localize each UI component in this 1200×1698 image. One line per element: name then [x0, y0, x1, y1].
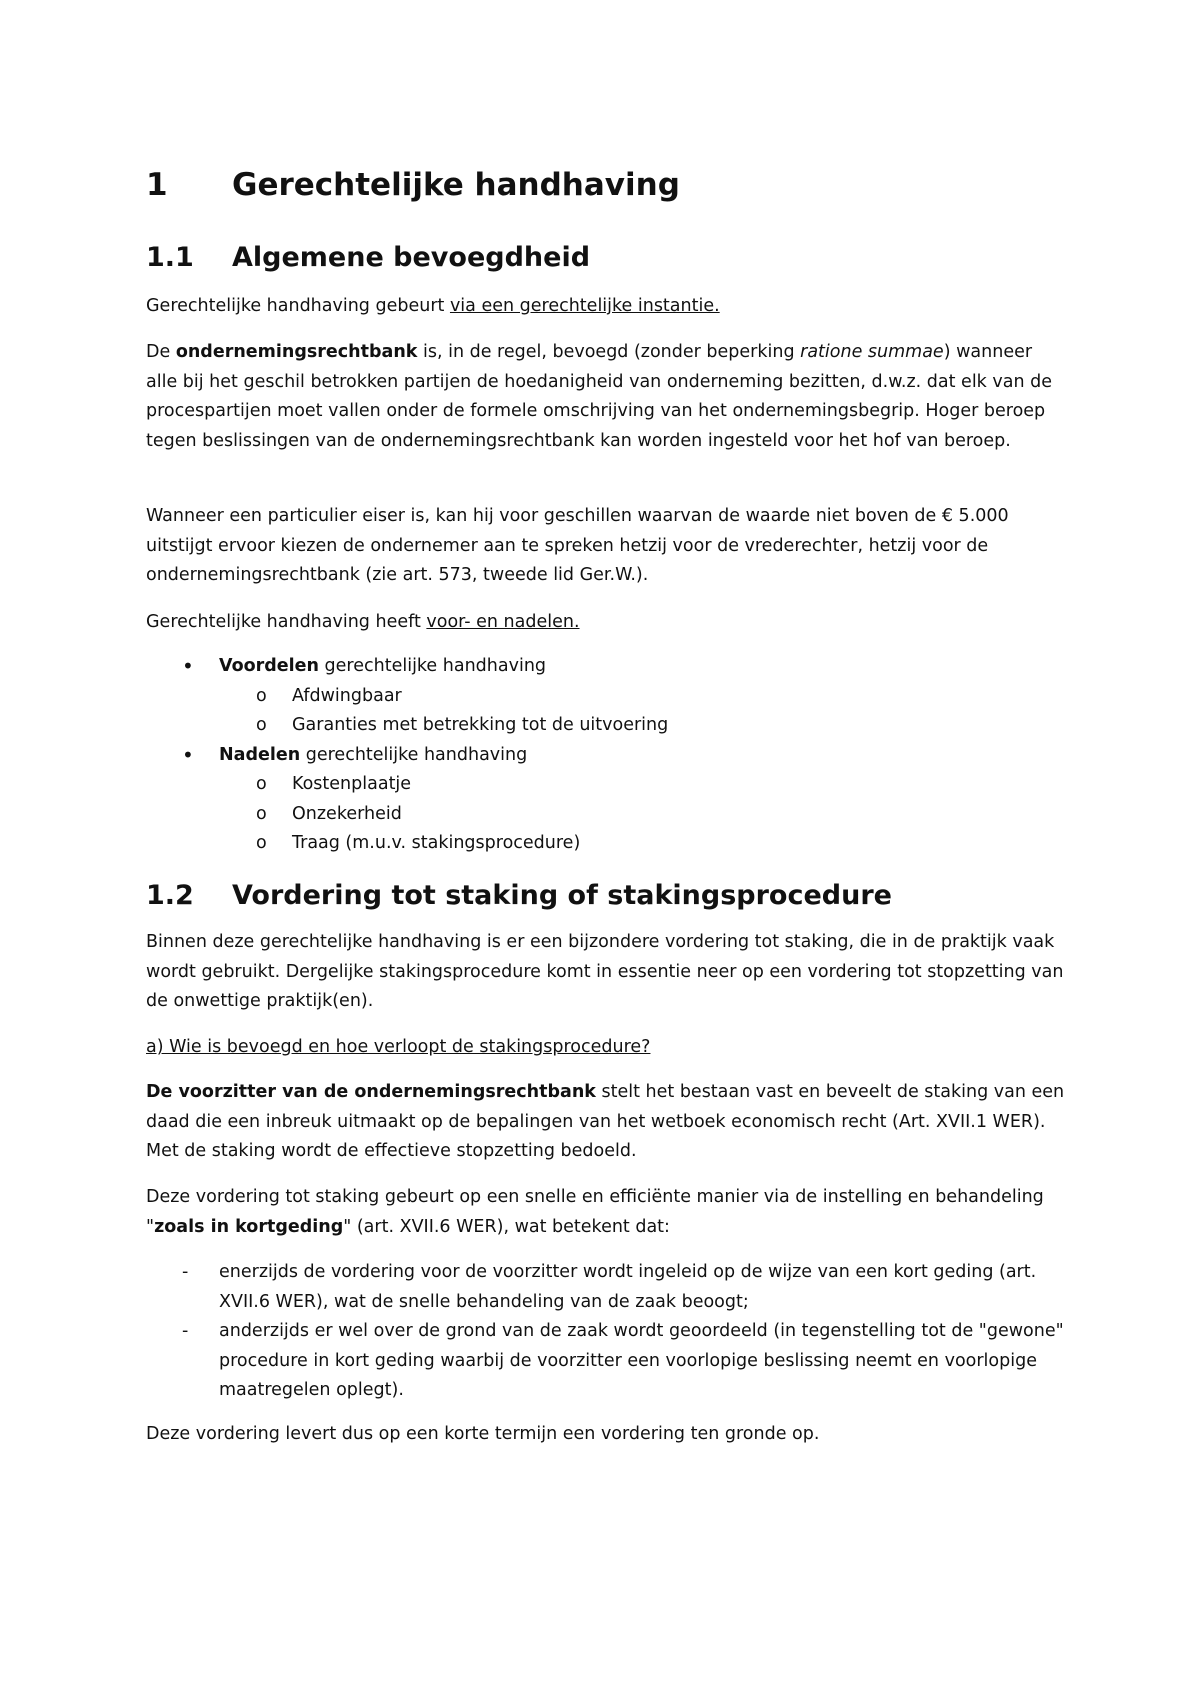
list-item-disadvantages	[146, 741, 1066, 771]
circle-bullet-icon: o	[256, 685, 267, 706]
underlined-text: a) Wie is bevoegd en hoe verloopt de stakingsprocedure?	[146, 1037, 651, 1057]
sub-list-item	[146, 682, 1066, 712]
bold-text: De voorzitter van de ondernemingsrechtbank	[146, 1082, 596, 1102]
list-item-text: Afdwingbaar	[292, 685, 402, 706]
paragraph-1-2-d: Deze vordering levert dus op een korte termijn een vordering ten gronde op.	[146, 1424, 820, 1444]
sub-list-item	[146, 770, 1066, 800]
paragraph-text: De	[146, 342, 176, 362]
bold-text: zoals in kortgeding	[154, 1216, 344, 1237]
paragraph-text: ) wanneer alle bij het geschil betrokken partijen de hoedanigheid van onderneming bezitten, d.w.z. dat elk van de procespartijen moet vallen onder de formele omschrijving van het ondernemingsbegrip. Hoger beroep tegen beslissingen van de ondernemingsrechtbank kan worden ingesteld voor het hof van beroep.	[146, 342, 1052, 451]
bullet-icon: •	[182, 654, 194, 678]
list-item-text: Onzekerheid	[292, 803, 402, 824]
list-item-text: gerechtelijke handhaving	[318, 656, 547, 676]
paragraph-text: is, in de regel, bevoegd (zonder beperking	[417, 342, 801, 362]
heading-1-2	[146, 878, 892, 914]
circle-bullet-icon: o	[256, 715, 267, 735]
dash-icon: -	[182, 1262, 189, 1282]
paragraph-text: " (art. XVII.6 WER), wat betekent dat:	[343, 1216, 670, 1237]
bold-text: Voordelen	[219, 656, 319, 676]
underlined-text: voor- en nadelen.	[426, 612, 580, 632]
italic-text: ratione summae	[800, 342, 944, 362]
bold-text: Nadelen	[219, 744, 301, 765]
paragraph-1-1-c: Wanneer een particulier eiser is, kan hij voor geschillen waarvan de waarde niet boven de € 5.000 uitstijgt ervoor kiezen de ondernemer aan te spreken hetzij voor de vrederechter, hetzij voor de ondernemingsrechtbank (zie art. 573, tweede lid Ger.W.).	[146, 506, 1009, 585]
list-item-text: anderzijds er wel over de grond van de zaak wordt geoordeeld (in tegenstelling tot de "gewone" procedure in kort geding waarbij de voorzitter een voorlopige beslissing neemt en voorlopige maatregelen oplegt).	[219, 1321, 1064, 1400]
heading-1-1	[146, 240, 590, 276]
paragraph-text: stelt het bestaan vast en beveelt de staking van een daad die een inbreuk uitmaakt op de bepalingen van het wetboek economisch recht (Art. XVII.1 WER). Met de staking wordt de effectieve stopzetting bedoeld.	[146, 1082, 1065, 1161]
sub-list-item	[146, 829, 1066, 859]
paragraph-text: Gerechtelijke handhaving heeft	[146, 612, 427, 632]
dash-list-item	[146, 1258, 1066, 1317]
bullet-icon: •	[182, 742, 194, 767]
circle-bullet-icon: o	[256, 774, 267, 794]
list-item-text: Traag (m.u.v. stakingsprocedure)	[292, 833, 581, 853]
list-item-text: Garanties met betrekking tot de uitvoering	[292, 715, 669, 735]
list-item-text: enerzijds de vordering voor de voorzitter wordt ingeleid op de wijze van een kort geding (art. XVII.6 WER), wat de snelle behandeling van de zaak beoogt;	[219, 1262, 1037, 1312]
bold-text: ondernemingsrechtbank	[175, 342, 418, 362]
circle-bullet-icon: o	[256, 803, 267, 824]
list-item-advantages	[146, 652, 1066, 682]
paragraph-1-1-a	[146, 292, 1066, 322]
heading-1	[146, 164, 680, 206]
circle-bullet-icon: o	[256, 833, 267, 853]
subheading-a	[146, 1033, 1066, 1063]
heading-1-1-title: Algemene bevoegdheid	[232, 242, 591, 273]
heading-1-2-title: Vordering tot staking of stakingsprocedure	[232, 880, 892, 911]
paragraph-1-1-d	[146, 608, 1066, 638]
heading-1-title: Gerechtelijke handhaving	[232, 167, 680, 203]
paragraph-1-2-b	[146, 1078, 1066, 1167]
paragraph-text: Deze vordering tot staking gebeurt op een snelle en efficiënte manier via de instelling en behandeling "	[146, 1187, 1044, 1237]
sub-list-item	[146, 800, 1066, 830]
paragraph-text: Gerechtelijke handhaving gebeurt	[146, 296, 450, 316]
heading-1-1-number: 1.1	[146, 242, 194, 273]
dash-list-item	[146, 1317, 1066, 1406]
dash-list	[146, 1258, 1066, 1406]
pros-cons-list	[146, 652, 1066, 859]
paragraph-1-2-a: Binnen deze gerechtelijke handhaving is er een bijzondere vordering tot staking, die in de praktijk vaak wordt gebruikt. Dergelijke stakingsprocedure komt in essentie neer op een vordering tot stopzetting van de onwettige praktijk(en).	[146, 932, 1064, 1011]
dash-icon: -	[182, 1321, 189, 1341]
sub-list-item	[146, 711, 1066, 741]
heading-1-2-number: 1.2	[146, 880, 194, 911]
paragraph-1-1-b	[146, 338, 1066, 456]
list-item-text: Kostenplaatje	[292, 774, 412, 794]
list-item-text: gerechtelijke handhaving	[300, 744, 528, 765]
paragraph-1-2-c	[146, 1183, 1066, 1242]
underlined-text: via een gerechtelijke instantie.	[449, 296, 720, 316]
heading-1-number: 1	[146, 167, 168, 203]
